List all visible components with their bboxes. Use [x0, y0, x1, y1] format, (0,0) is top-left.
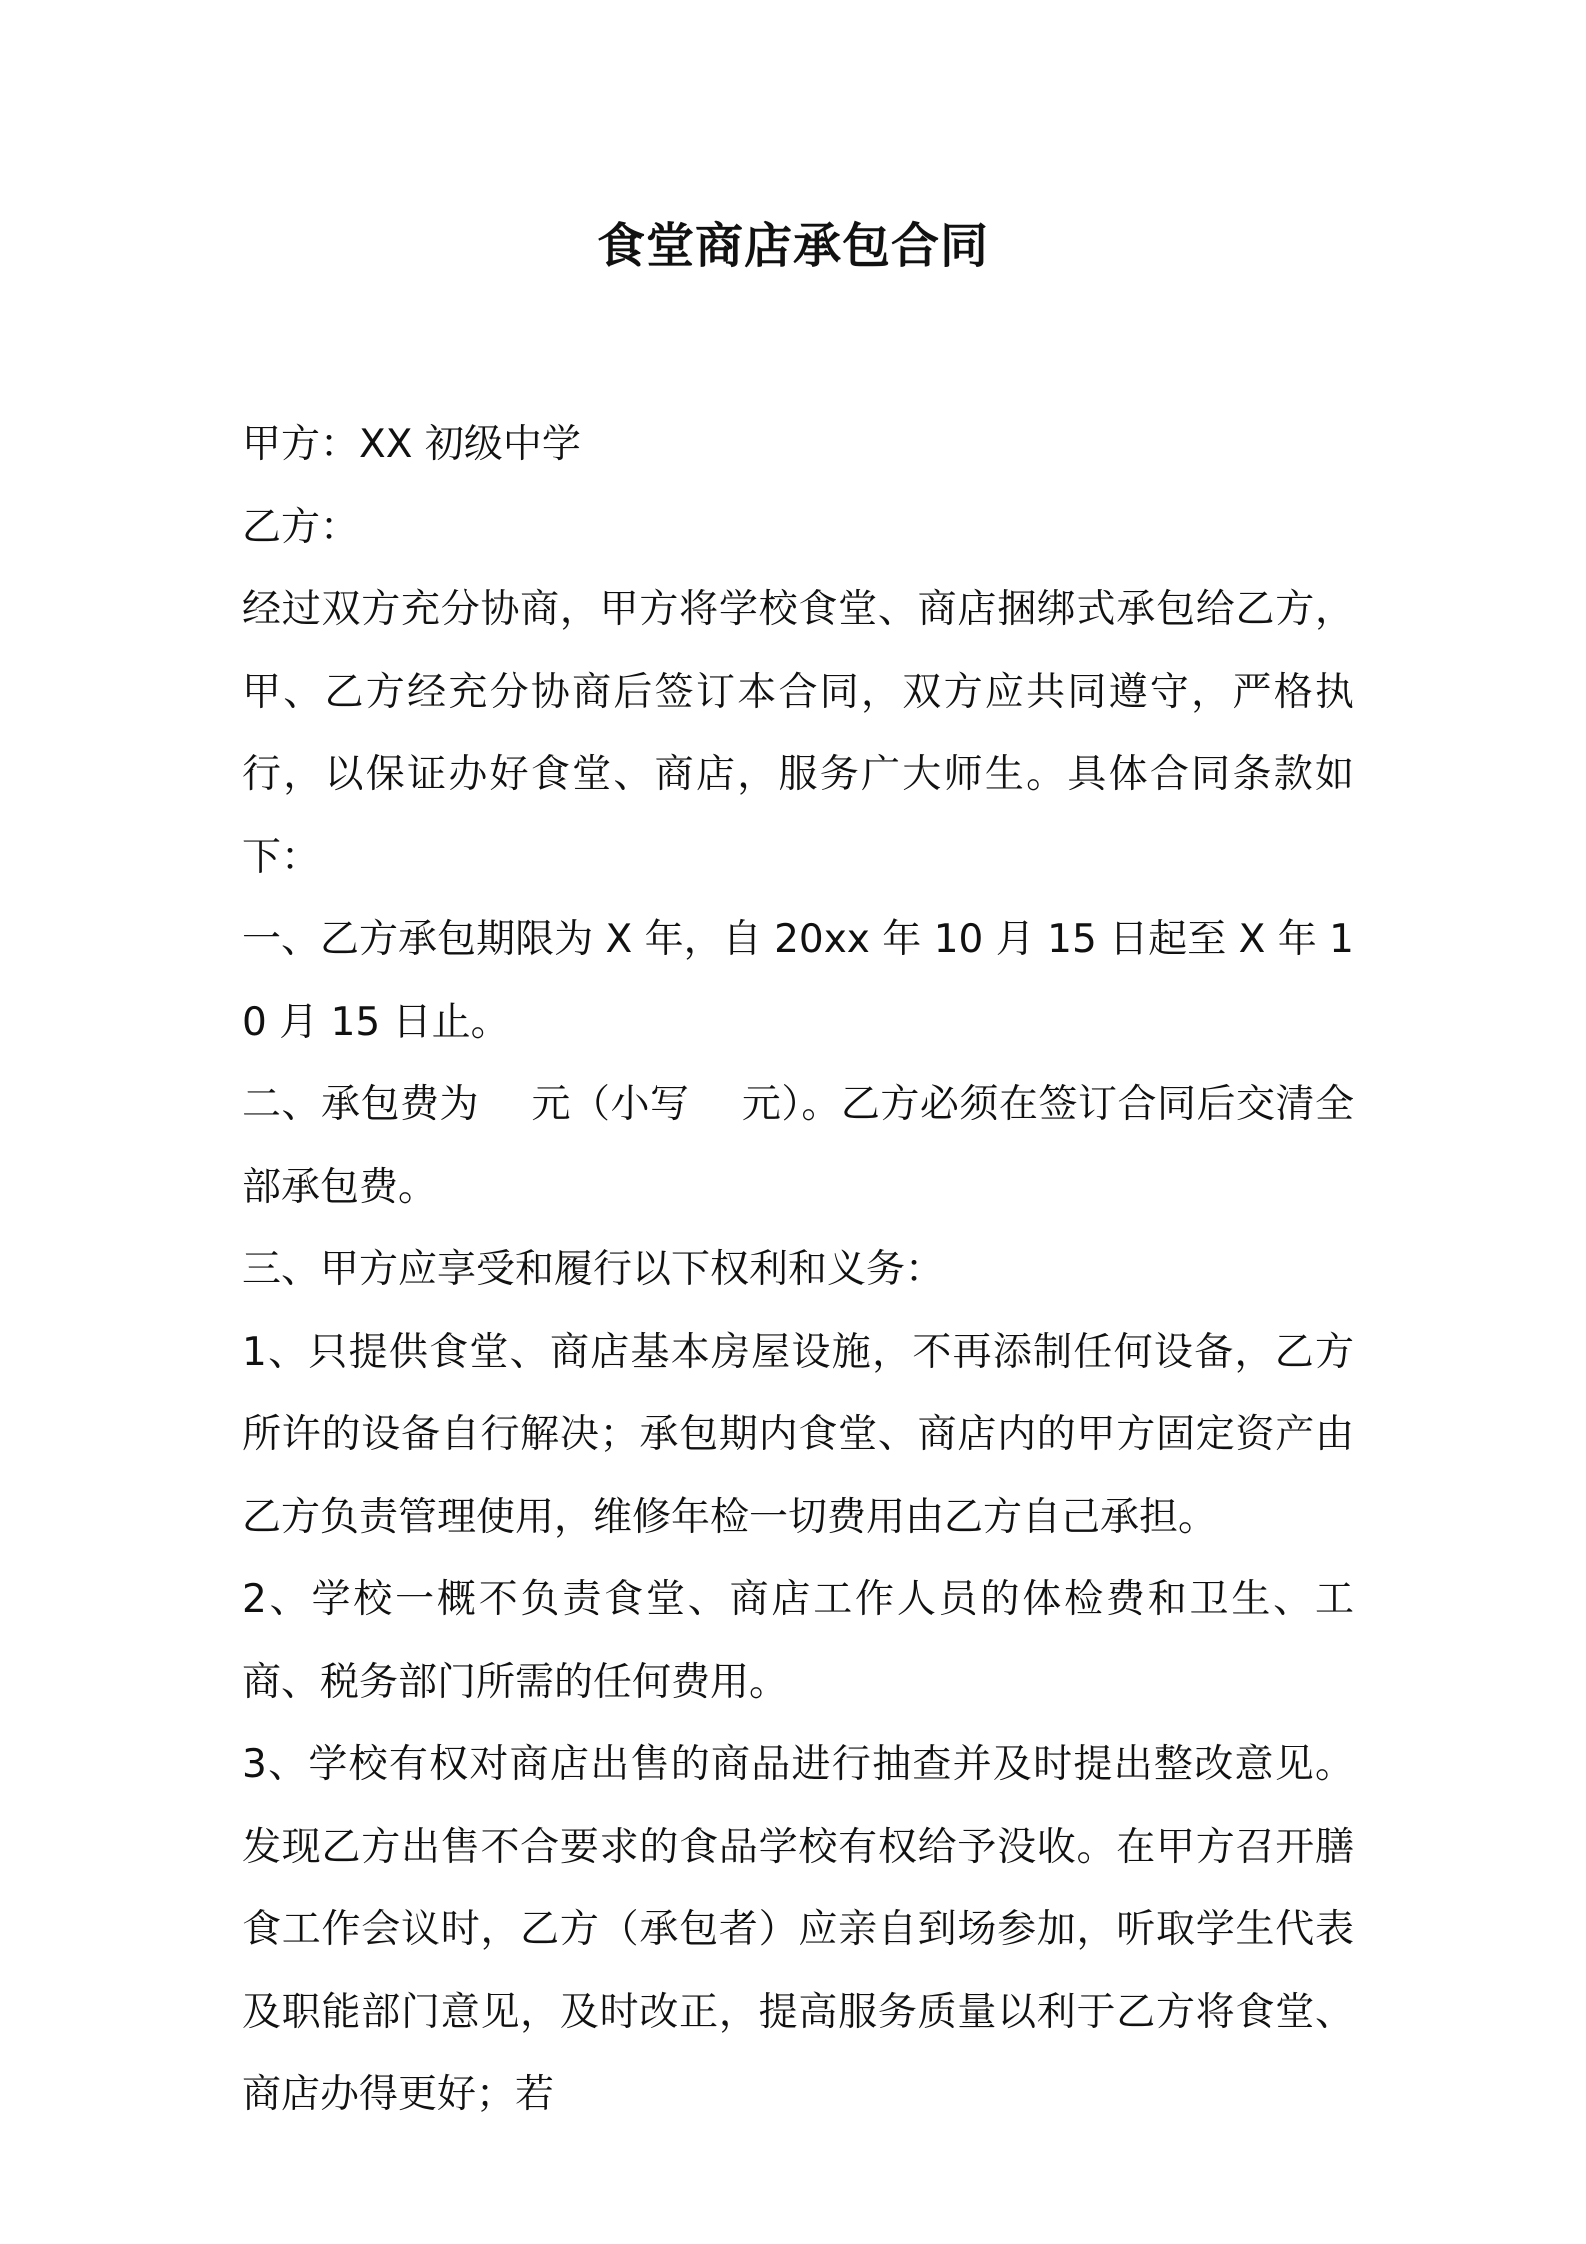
clause-3-item-1: 1、只提供食堂、商店基本房屋设施，不再添制任何设备，乙方所许的设备自行解决；承包期内食堂、商店内的甲方固定资产由乙方负责管理使用，维修年检一切费用由乙方自己承担。 [242, 1329, 1354, 1540]
clause-3-item-2: 2、学校一概不负责食堂、商店工作人员的体检费和卫生、工商、税务部门所需的任何费用。 [242, 1577, 1354, 1705]
document-title: 食堂商店承包合同 [596, 218, 989, 274]
party-a-line: 甲方：XX 初级中学 [242, 422, 581, 467]
party-b-line: 乙方： [242, 504, 360, 550]
document-body [242, 404, 1354, 2137]
clause-1-term: 一、乙方承包期限为 X 年，自 20xx 年 10 月 15 日起至 X 年 10 月 15 日止。 [242, 917, 1354, 1045]
clause-2-fee: 二、承包费为 元（小写 元）。乙方必须在签订合同后交清全部承包费。 [242, 1082, 1354, 1210]
clause-3-heading: 三、甲方应享受和履行以下权利和义务： [242, 1247, 945, 1292]
clause-3-item-3: 3、学校有权对商店出售的商品进行抽查并及时提出整改意见。发现乙方出售不合要求的食品学校有权给予没收。在甲方召开膳食工作会议时，乙方（承包者）应亲自到场参加，听取学生代表及职能部门意见，及时改正，提高服务质量以利于乙方将食堂、商店办得更好；若 [242, 1742, 1354, 2117]
preamble-paragraph: 经过双方充分协商，甲方将学校食堂、商店捆绑式承包给乙方，甲、乙方经充分协商后签订本合同，双方应共同遵守，严格执行，以保证办好食堂、商店，服务广大师生。具体合同条款如下： [242, 587, 1354, 880]
